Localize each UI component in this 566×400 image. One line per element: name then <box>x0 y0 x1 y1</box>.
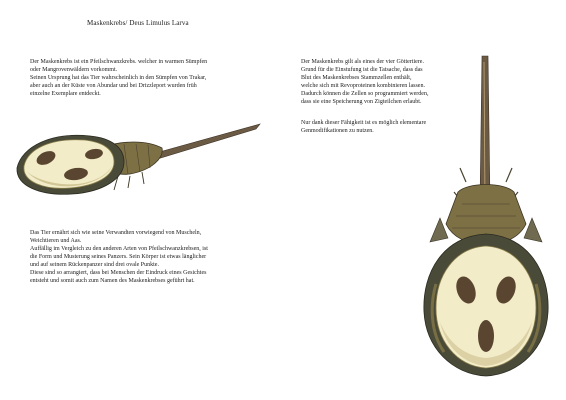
horseshoe-crab-top-view-icon <box>418 52 556 380</box>
intro-line: Seinen Ursprung hat das Tier wahrscheinlich in den Sümpfen von Trakar, <box>30 75 207 81</box>
genmod-line: Nur dank dieser Fähigkeit ist es möglich elementare <box>301 120 427 126</box>
god-animal-line: welche sich mit Revoproteinen kombinieren lassen. <box>301 83 425 89</box>
intro-line: einzelne Exemplare entdeckt. <box>30 91 101 97</box>
intro-paragraph <box>30 58 280 98</box>
page-title: Maskenkrebs/ Deus Limulus Larva <box>87 19 189 27</box>
god-animal-line: Der Maskenkrebs gilt als eines der vier Göttertiere. <box>301 59 424 65</box>
god-animal-line: Grund für die Einstufung ist die Tatsache, dass das <box>301 67 423 73</box>
diet-line: Diese sind so arrangiert, dass bei Menschen der Eindruck eines Gesichtes <box>30 270 207 276</box>
intro-line: Der Maskenkrebs ist ein Pfeilschwanzkrebs. welcher in warmen Sümpfen <box>30 59 208 65</box>
diet-line: entsteht und somit auch zum Namen des Maskenkrebses geführt hat. <box>30 278 195 284</box>
diet-line: die Form und Musterung seines Panzers. Sein Körper ist etwas länglicher <box>30 254 207 260</box>
diet-paragraph <box>30 229 280 285</box>
god-animal-line: Blut des Maskenkrebses Stammzellen enthält, <box>301 75 412 81</box>
god-animal-line: Dadurch können die Zellen so programmiert werden, <box>301 91 429 97</box>
intro-line: oder Mangrovenwäldern vorkommt. <box>30 67 118 73</box>
diet-line: und auf seinem Rückenpanzer sind drei ovale Punkte. <box>30 262 159 268</box>
diet-line: Weichtieren und Aas. <box>30 238 82 244</box>
genmod-line: Genmodifikationen zu nutzen. <box>301 128 374 134</box>
god-animal-line: dass sie eine Speicherung von Zigteilchen erlaubt. <box>301 99 422 105</box>
intro-line: aber auch an der Küste von Abundar und bei Drizzleport wurden früh <box>30 83 197 89</box>
horseshoe-crab-side-view-icon <box>12 118 262 203</box>
diet-line: Das Tier ernährt sich wie seine Verwandten vorwiegend von Muscheln, <box>30 230 202 236</box>
diet-line: Auffällig im Vergleich zu den anderen Arten von Pfeilschwanzkrebsen, ist <box>30 246 208 252</box>
